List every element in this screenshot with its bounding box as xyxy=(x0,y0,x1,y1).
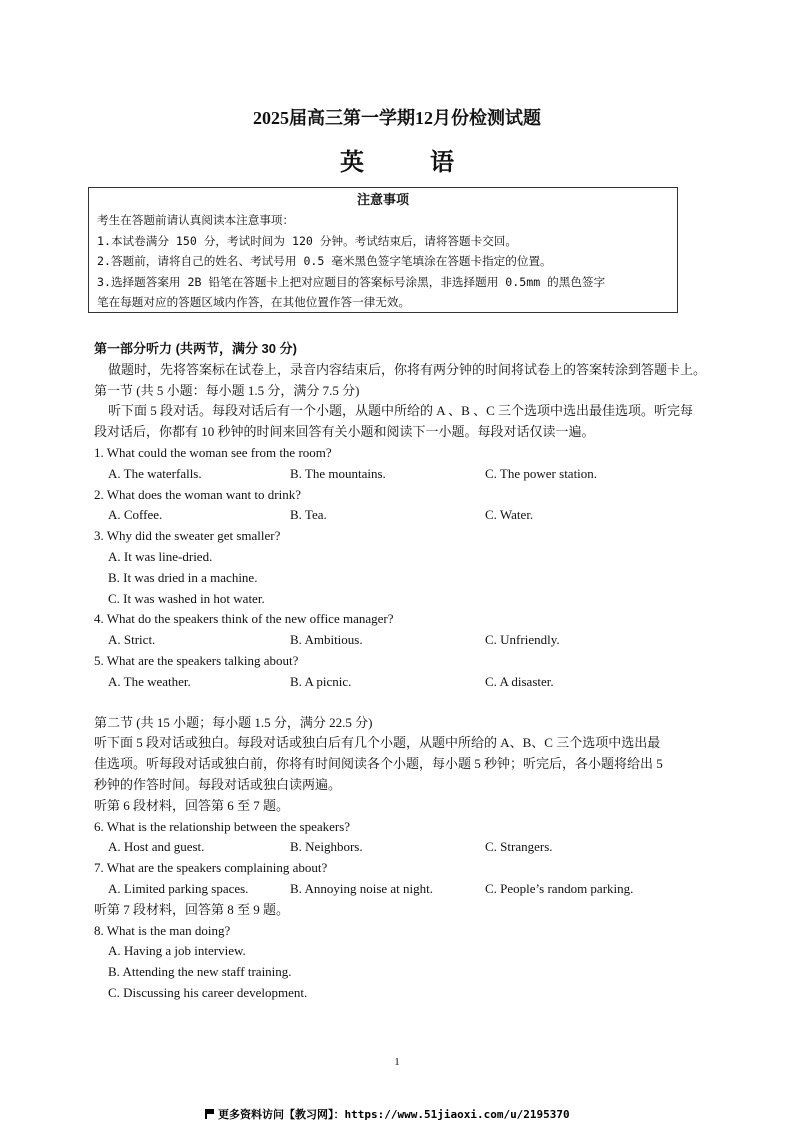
notice-line: 考生在答题前请认真阅读本注意事项： xyxy=(97,213,295,227)
option-b: B. A picnic. xyxy=(290,673,352,689)
question-3: 3. Why did the sweater get smaller? xyxy=(94,528,281,544)
notice-line: 3.选择题答案用 2B 铅笔在答题卡上把对应题目的答案标号涂黑，非选择题用 0.5mm 的黑色签字 xyxy=(97,274,606,289)
notice-title: 注意事项 xyxy=(356,192,409,207)
option-b: B. Annoying noise at night. xyxy=(290,880,433,896)
notice-line: 笔在每题对应的答题区域内作答，在其他位置作答一律无效。 xyxy=(97,295,411,310)
option-a: A. Strict. xyxy=(108,632,156,648)
part1-instruction: 做题时，先将答案标在试卷上，录音内容结束后，你将有两分钟的时间将试卷上的答案转涂到答题卡上。 xyxy=(108,361,707,377)
option-b: B. Attending the new staff training. xyxy=(108,964,292,980)
question-4: 4. What do the speakers think of the new office manager? xyxy=(94,611,394,627)
options-row xyxy=(94,837,714,858)
section1-instruction: 段对话后，你都有 10 秒钟的时间来回答有关小题和阅读下一小题。每段对话仅读一遍。 xyxy=(94,424,595,440)
page-number: 1 xyxy=(394,1056,400,1068)
exam-content xyxy=(94,339,714,1004)
question-7: 7. What are the speakers complaining about? xyxy=(94,860,328,876)
option-a: A. It was line-dried. xyxy=(108,548,213,564)
material-6-label: 听第 6 段材料，回答第 6 至 7 题。 xyxy=(94,797,290,813)
option-c: C. It was washed in hot water. xyxy=(108,590,265,606)
option-c: C. The power station. xyxy=(485,465,598,481)
option-b: B. Ambitious. xyxy=(290,632,363,648)
option-a: A. Having a job interview. xyxy=(108,943,246,959)
option-c: C. Discussing his career development. xyxy=(108,984,308,1000)
option-c: C. Unfriendly. xyxy=(485,632,560,648)
section-gap xyxy=(94,693,714,713)
footer-text[interactable]: 更多资料访问【教习网】：https://www.51jiaoxi.com/u/2195370 xyxy=(218,1108,570,1121)
option-c: C. A disaster. xyxy=(485,673,554,689)
option-a: A. Coffee. xyxy=(108,507,163,523)
section2-instruction: 秒钟的作答时间。每段对话或独白读两遍。 xyxy=(94,776,342,792)
option-c: C. People’s random parking. xyxy=(485,880,634,896)
option-c: C. Water. xyxy=(485,507,534,523)
options-row xyxy=(94,672,714,693)
exam-title: 2025届高三第一学期12月份检测试题 xyxy=(253,108,541,128)
option-b: B. The mountains. xyxy=(290,465,386,481)
option-b: B. Neighbors. xyxy=(290,839,363,855)
option-a: A. Host and guest. xyxy=(108,839,205,855)
notice-box xyxy=(88,187,678,313)
part1-heading: 第一部分听力 (共两节，满分 30 分) xyxy=(94,341,297,356)
option-c: C. Strangers. xyxy=(485,839,553,855)
section1-heading: 第一节 (共 5 小题：每小题 1.5 分，满分 7.5 分) xyxy=(94,382,360,398)
question-5: 5. What are the speakers talking about? xyxy=(94,652,299,668)
section2-instruction: 佳选项。听每段对话或独白前，你将有时间阅读各个小题，每小题 5 秒钟；听完后，各小题将给出 5 xyxy=(94,756,663,772)
question-2: 2. What does the woman want to drink? xyxy=(94,486,301,502)
section2-heading: 第二节 (共 15 小题；每小题 1.5 分，满分 22.5 分) xyxy=(94,714,373,730)
footer-link[interactable] xyxy=(205,1106,570,1122)
question-8: 8. What is the man doing? xyxy=(94,922,231,938)
options-row xyxy=(94,505,714,526)
options-row xyxy=(94,464,714,485)
question-6: 6. What is the relationship between the speakers? xyxy=(94,818,351,834)
options-row xyxy=(94,630,714,651)
option-a: A. The weather. xyxy=(108,673,191,689)
material-7-label: 听第 7 段材料，回答第 8 至 9 题。 xyxy=(94,901,290,917)
option-b: B. Tea. xyxy=(290,507,327,523)
notice-line: 2.答题前，请将自己的姓名、考试号用 0.5 毫米黑色签字笔填涂在答题卡指定的位置。 xyxy=(97,254,552,269)
option-a: A. Limited parking spaces. xyxy=(108,880,249,896)
notice-line: 1.本试卷满分 150 分，考试时间为 120 分钟。考试结束后，请将答题卡交回。 xyxy=(97,233,517,248)
flag-icon xyxy=(205,1109,214,1119)
subject-title: 英 语 xyxy=(340,150,484,176)
section1-instruction: 听下面 5 段对话。每段对话后有一个小题，从题中所给的 A 、B 、C 三个选项中选出最佳选项。听完每 xyxy=(108,403,694,419)
section2-instruction: 听下面 5 段对话或独白。每段对话或独白后有几个小题，从题中所给的 A、B、C 三个选项中选出最 xyxy=(94,735,661,751)
option-b: B. It was dried in a machine. xyxy=(108,569,258,585)
options-row xyxy=(94,879,714,900)
question-1: 1. What could the woman see from the room? xyxy=(94,444,332,460)
option-a: A. The waterfalls. xyxy=(108,465,202,481)
